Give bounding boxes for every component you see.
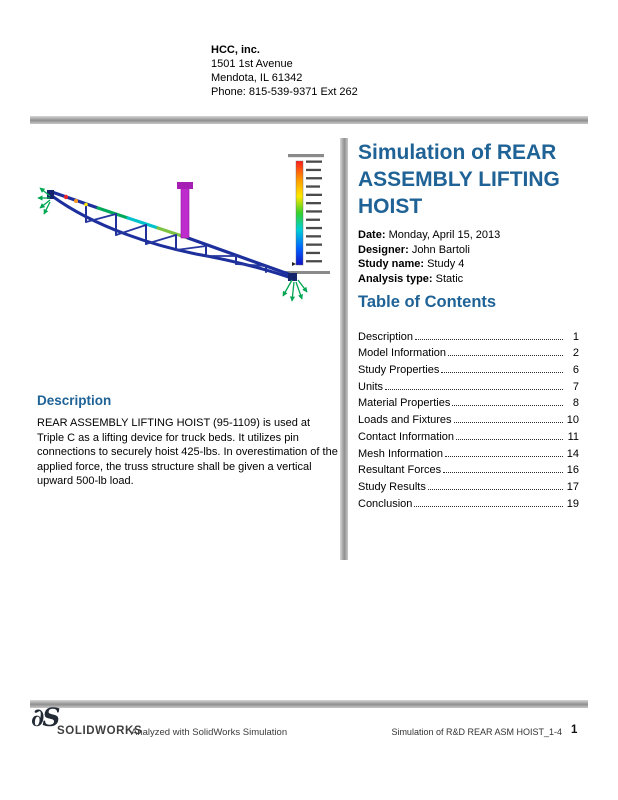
toc-entry-page: 1	[572, 330, 579, 343]
toc-leader-dots	[414, 506, 563, 507]
toc-leader-dots	[441, 372, 563, 373]
company-address-line1: 1501 1st Avenue	[211, 58, 293, 70]
toc-heading: Table of Contents	[358, 293, 497, 311]
legend-tick-labels	[306, 161, 322, 263]
company-name: HCC, inc.	[211, 44, 260, 56]
toc-entry	[358, 360, 579, 377]
description-heading: Description	[37, 393, 112, 408]
toc-entry	[358, 377, 579, 394]
truss-model	[47, 182, 297, 281]
toc-entry	[358, 410, 579, 427]
footer-tagline: Analyzed with SolidWorks Simulation	[131, 727, 288, 738]
toc-entry	[358, 427, 579, 444]
toc-entry-page: 19	[566, 497, 579, 510]
toc-entry	[358, 444, 579, 461]
toc-entry-page: 14	[566, 447, 579, 460]
toc-leader-dots	[415, 339, 563, 340]
toc-entry-page: 10	[566, 414, 579, 427]
toc-leader-dots	[428, 489, 563, 490]
toc-leader-dots	[448, 355, 563, 356]
fixture-arrows-right	[283, 280, 307, 301]
toc-entry-label: Study Properties	[358, 364, 440, 377]
toc-leader-dots	[443, 472, 563, 473]
meta-analysis-type: Analysis type: Static	[358, 272, 464, 285]
report-title: Simulation of REAR ASSEMBLY LIFTING HOIST	[358, 141, 560, 218]
solidworks-brand-text: SOLIDWORKS	[57, 725, 143, 737]
toc-entry-label: Resultant Forces	[358, 464, 442, 477]
toc-entry-page: 17	[566, 480, 579, 493]
toc-leader-dots	[454, 422, 563, 423]
company-header	[211, 43, 358, 99]
toc-leader-dots	[456, 439, 563, 440]
fea-stress-plot	[36, 148, 334, 316]
toc-entry-page: 11	[567, 430, 579, 443]
toc-entry-page: 16	[566, 464, 579, 477]
table-of-contents	[358, 327, 579, 511]
toc-entry	[358, 327, 579, 344]
footer-document-name: Simulation of R&D REAR ASM HOIST_1-4	[391, 727, 562, 737]
toc-entry-label: Description	[358, 330, 414, 343]
description-text: REAR ASSEMBLY LIFTING HOIST (95-1109) is used at Triple C as a lifting device for truck beds. It utilizes pin connections to securely hoist 425-lbs. In overestimation of the applied force, the truss structure shall be given a vertical upward 500-lb load.	[37, 417, 338, 488]
toc-entry-page: 7	[572, 380, 579, 393]
meta-designer: Designer: John Bartoli	[358, 243, 470, 256]
toc-entry	[358, 394, 579, 411]
toc-entry-label: Contact Information	[358, 430, 454, 443]
bottom-rule	[30, 700, 588, 708]
toc-leader-dots	[385, 389, 563, 390]
simulation-plot	[36, 148, 334, 316]
company-address-line2: Mendota, IL 61342	[211, 72, 303, 84]
toc-entry	[358, 494, 579, 511]
toc-entry-label: Model Information	[358, 347, 447, 360]
toc-entry-page: 8	[572, 397, 579, 410]
toc-entry-label: Study Results	[358, 480, 426, 493]
top-rule	[30, 116, 588, 124]
toc-entry-label: Conclusion	[358, 497, 413, 510]
toc-entry-page: 2	[572, 347, 579, 360]
company-phone: Phone: 815-539-9371 Ext 262	[211, 86, 358, 98]
meta-study-name: Study name: Study 4	[358, 258, 465, 270]
toc-leader-dots	[452, 405, 563, 406]
stress-color-legend	[282, 154, 330, 274]
toc-entry-page: 6	[572, 364, 579, 377]
meta-date: Date: Monday, April 15, 2013	[358, 229, 501, 241]
solidworks-3ds-logo-icon: ∂S	[31, 703, 59, 732]
toc-entry	[358, 461, 579, 478]
column-divider	[340, 138, 348, 560]
toc-entry-label: Units	[358, 380, 384, 393]
toc-leader-dots	[445, 456, 563, 457]
toc-entry-label: Mesh Information	[358, 447, 443, 460]
study-meta	[358, 228, 500, 286]
toc-entry	[358, 477, 579, 494]
footer-page-number: 1	[571, 724, 578, 736]
lifting-lug	[177, 182, 193, 238]
toc-entry-label: Loads and Fixtures	[358, 414, 452, 427]
toc-entry	[358, 344, 579, 361]
toc-entry-label: Material Properties	[358, 397, 451, 410]
